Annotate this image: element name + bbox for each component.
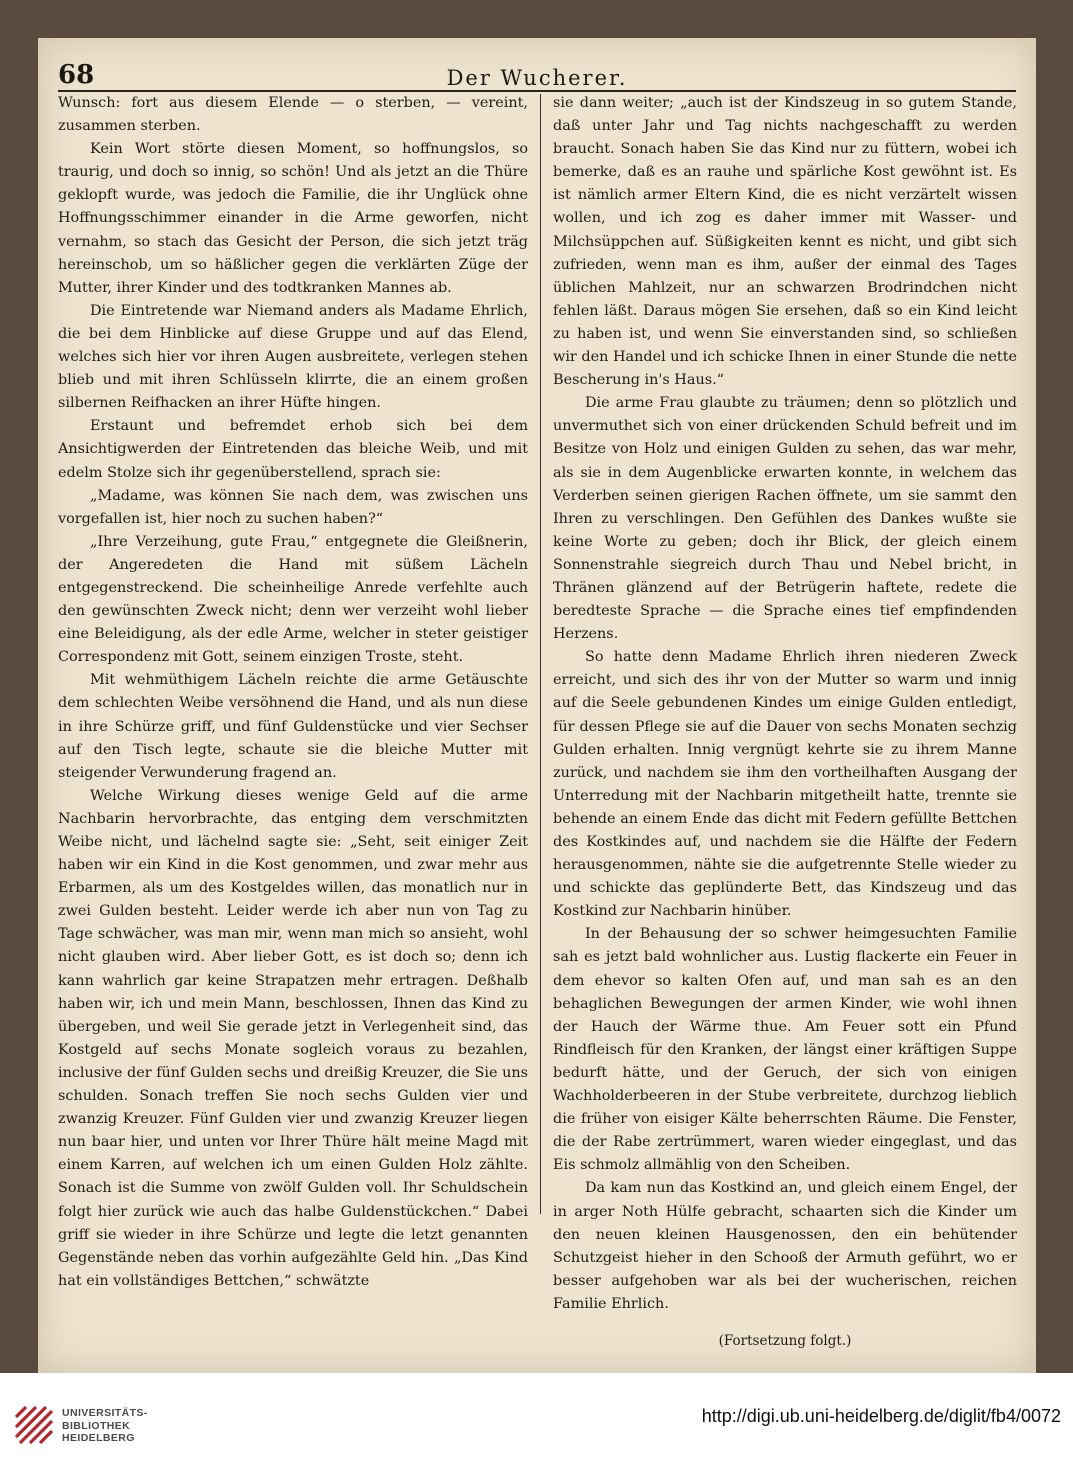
paragraph: Erstaunt und befremdet erhob sich bei dem Ansichtigwerden der Eintretenden das bleiche Weib, und mit edelm Stolze sich ihr gegenüberstellend, sprach sie: xyxy=(58,418,528,481)
paragraph: Da kam nun das Kostkind an, und gleich einem Engel, der in arger Noth Hülfe gebracht, schaarten sich die Kinder um den neuen kleinen Hausgenossen, den ein behütender Schutzgeist hieher in den Schooß der Armuth geführt, wo er besser aufgehoben war als bei der wucherischen, reichen Familie Ehrlich. xyxy=(553,1180,1017,1312)
running-header xyxy=(58,52,1016,92)
page-number: 68 xyxy=(58,60,95,90)
paragraph: Die arme Frau glaubte zu träumen; denn so plötzlich und unvermuthet sich von einer drückenden Schuld befreit und im Besitze von Holz und einigen Gulden zu sehen, das war mehr, als sie in dem Augenblicke erwarten konnte, in welchem das Verderben seinen gierigen Rachen öffnete, um sie sammt den Ihren zu verschlingen. Den Gefühlen des Dankes wußte sie keine Worte zu geben; doch ihr Blick, der gleich einem Sonnenstrahle siegreich durch Thau und Nebel bricht, in Thränen glänzend auf der Betrügerin haftete, redete die beredteste Sprache — die Sprache eines tief empfindenden Herzens. xyxy=(553,395,1017,643)
paragraph: In der Behausung der so schwer heimgesuchten Familie sah es jetzt bald wohnlicher aus. Lustig flackerte ein Feuer in dem ehevor so kalten Ofen auf, und man sah es an den behaglichen Bewegungen der armen Kinder, wie wohl ihnen der Hauch der Wärme thue. Am Feuer sott ein Pfund Rindfleisch für den Kranken, der längst einer kräftigen Suppe bedurft hätte, und der Geruch, der sich von einigen Wachholderbeeren in der Stube verbreitete, durchzog lieblich die früher von eisiger Kälte beherrschten Räume. Die Fenster, die der Rabe zertrümmert, waren wieder eingeglast, und das Eis schmolz allmählig von den Scheiben. xyxy=(553,926,1017,1174)
column-divider xyxy=(540,94,541,1214)
university-library-logo-icon xyxy=(12,1403,56,1447)
running-title: Der Wucherer. xyxy=(446,66,628,90)
paragraph: Wunsch: fort aus diesem Elende — o sterben, — vereint, zusammen sterben. xyxy=(58,95,528,135)
left-column xyxy=(58,92,528,1293)
paragraph: Kein Wort störte diesen Moment, so hoffnungslos, so traurig, und doch so innig, so schön! Und als jetzt an die Thüre geklopft wurde, was jedoch die Familie, die ihr Unglück ohne Hoffnungsschimmer einander in die Arme geworfen, nicht vernahm, so stach das Gesicht der Person, die sich jetzt träg hereinschob, um so häßlicher gegen die verklärten Züge der Mutter, ihrer Kinder und des todtkranken Mannes ab. xyxy=(58,141,528,296)
paragraph: „Madame, was können Sie nach dem, was zwischen uns vorgefallen ist, hier noch zu suchen haben?“ xyxy=(58,487,528,527)
paragraph: sie dann weiter; „auch ist der Kindszeug in so gutem Stande, daß unter Jahr und Tag nichts nachgeschafft zu werden braucht. Sonach haben Sie das Kind nur zu füttern, wobei ich bemerke, daß es an rauhe und spärliche Kost gewöhnt ist. Es ist nämlich armer Eltern Kind, die es nicht verzärtelt wissen wollen, und ich zog es daher immer mit Wasser- und Milchsüppchen auf. Süßigkeiten kennt es nicht, und gibt sich zufrieden, wenn man es ihm, außer der einmal des Tages üblichen Mahlzeit, nur an schwarzen Brodrindchen nicht fehlen läßt. Daraus mögen Sie ersehen, daß so ein Kind leicht zu haben ist, und wenn Sie einverstanden sind, so schließen wir den Handel und ich schicke Ihnen in einer Stunde die nette Bescherung in's Haus.“ xyxy=(553,95,1017,389)
right-column xyxy=(553,92,1017,1353)
scanned-page xyxy=(38,38,1036,1373)
paragraph: Die Eintretende war Niemand anders als Madame Ehrlich, die bei dem Hinblicke auf diese Gruppe und auf das Elend, welches sich hier vor ihren Augen ausbreitete, verlegen stehen blieb und mit ihren Schlüsseln klirrte, die an einem großen silbernen Reifhacken an ihrer Hüfte hingen. xyxy=(58,302,528,412)
paragraph: Welche Wirkung dieses wenige Geld auf die arme Nachbarin hervorbrachte, das entging dem verschmitzten Weibe nicht, und lächelnd sagte sie: „Seht, seit einiger Zeit haben wir ein Kind in die Kost genommen, und zwar mehr aus Erbarmen, als um des Kostgeldes willen, das monatlich nur in zwei Gulden besteht. Leider werde ich aber nun von Tag zu Tage schwächer, was man mir, wenn man mich so ansieht, wohl nicht glauben wird. Aber lieber Gott, es ist doch so; denn ich kann wahrlich gar keine Strapatzen mehr ertragen. Deßhalb haben wir, ich und mein Mann, beschlossen, Ihnen das Kind zu übergeben, und weil Sie gerade jetzt in Verlegenheit sind, das Kostgeld auf sechs Monate sogleich voraus zu bezahlen, inclusive der fünf Gulden sechs und dreißig Kreuzer, die Sie uns schulden. Sonach treffen Sie noch sechs Gulden vier und zwanzig Kreuzer. Fünf Gulden vier und zwanzig Kreuzer liegen nun baar hier, und unten vor Ihrer Thüre hält meine Magd mit einem Karren, auf welchen ich um einen Gulden Holz zählte. Sonach ist die Summe von zwölf Gulden voll. Ihr Schuldschein folgt hier zurück wie auch das halbe Guldenstückchen.“ Dabei griff sie wieder in ihre Schürze und legte die letzt genannten Gegenstände neben das vorhin aufgezählte Geld hin. „Das Kind hat ein vollständiges Bettchen,“ schwätzte xyxy=(58,787,528,1289)
paragraph: Mit wehmüthigem Lächeln reichte die arme Getäuschte dem schlechten Weibe versöhnend die Hand, und als nun diese in ihre Schürze griff, und fünf Guldenstücke und vier Sechser auf den Tisch legte, schaute sie die bleiche Mutter mit steigender Verwunderung fragend an. xyxy=(58,672,528,781)
paragraph: „Ihre Verzeihung, gute Frau,“ entgegnete die Gleißnerin, der Angeredeten die Hand mit süßem Lächeln entgegenstreckend. Die scheinheilige Anrede verfehlte auch den gewünschten Zweck nicht; denn wer verzeiht wohl lieber eine Beleidigung, als der edle Arme, welcher in steter geistiger Correspondenz mit Gott, seinem einzigen Troste, steht. xyxy=(58,533,528,666)
continuation-note: (Fortsetzung folgt.) xyxy=(718,1332,852,1349)
paragraph: So hatte denn Madame Ehrlich ihren niederen Zweck erreicht, und sich des ihr von der Mutter so warm und innig auf die Seele gebundenen Kindes um einige Gulden entledigt, für dessen Pflege sie auf die Dauer von sechs Monaten sechzig Gulden erhalten. Innig vergnügt kehrte sie zu ihrem Manne zurück, und nachdem sie ihm den vortheilhaften Ausgang der Unterredung mit der Nachbarin mitgetheilt hatte, trennte sie behende an einem Ende das dicht mit Federn gefüllte Bettchen des Kostkindes auf, und nachdem sie die Hälfte der Federn herausgenommen, nähte sie die aufgetrennte Stelle wieder zu und schickte das geplünderte Bett, das Kindszeug und das Kostkind zur Nachbarin hinüber. xyxy=(553,649,1017,920)
footer-bar xyxy=(0,1373,1073,1470)
source-url-link[interactable]: http://digi.ub.uni-heidelberg.de/diglit/fb4/0072 xyxy=(701,1406,1061,1426)
library-name: UNIVERSITÄTS- BIBLIOTHEK HEIDELBERG xyxy=(62,1407,148,1444)
